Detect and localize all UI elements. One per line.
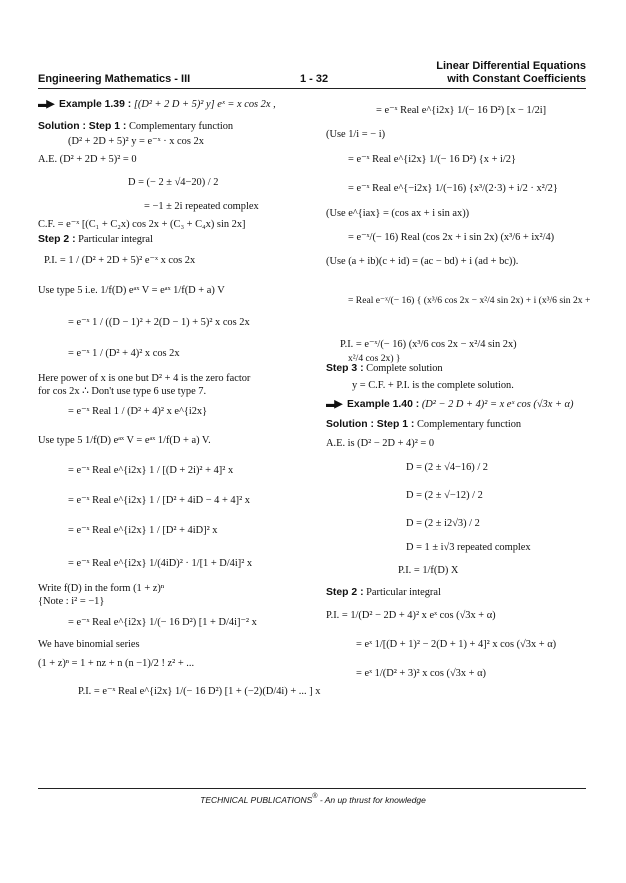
equation-line: = −1 ± 2i repeated complex (144, 201, 259, 212)
step-heading: Step 3 : Complete solution (326, 363, 443, 374)
chapter-title (436, 60, 586, 86)
arrow-icon: ▬▶ (326, 399, 341, 410)
chapter-title-line-1: Linear Differential Equations (436, 60, 586, 72)
equation-line: (Use 1/i = − i) (326, 129, 386, 140)
equation-line: = e⁻ˣ Real e^{i2x} 1/(4iD)² · 1/[1 + D/4i]² x (68, 558, 253, 569)
equation-line: P.I. = e⁻ˣ Real e^{i2x} 1/(− 16 D²) [1 + (−2)(D/4i) + ... ] x (78, 686, 321, 697)
footer (0, 795, 626, 805)
equation-line: = e⁻ˣ/(− 16) Real (cos 2x + i sin 2x) (x³/6 + ix²/4) (348, 232, 555, 243)
page-number: 1 - 32 (300, 73, 329, 85)
text-line: Here power of x is one but D² + 4 is the zero factor (38, 373, 251, 384)
equation-line: (Use e^{iax} = (cos ax + i sin ax)) (326, 208, 470, 219)
equation-line: = e⁻ˣ Real e^{i2x} 1 / [D² + 4iD]² x (68, 525, 218, 536)
step-heading: Step 2 : Particular integral (326, 587, 441, 598)
left-column (38, 98, 321, 707)
text-line: {Note : i² = −1} (38, 596, 105, 607)
text-line: Write f(D) in the form (1 + z)ⁿ (38, 583, 165, 594)
equation-line: P.I. = 1/f(D) X (398, 565, 459, 576)
publisher-name: TECHNICAL PUBLICATIONS (200, 795, 313, 805)
header-rule (38, 88, 586, 89)
text-line: We have binomial series (38, 639, 140, 650)
example-heading: ▬▶ Example 1.40 : (D² − 2 D + 4)² = x eˣ cos (√3x + α) (326, 394, 591, 416)
equation-line: (1 + z)ⁿ = 1 + nz + n (n −1)/2 ! z² + ... (38, 658, 195, 669)
equation-line: D = (2 ± i2√3) / 2 (406, 518, 480, 529)
equation-line: = eˣ 1/[(D + 1)² − 2(D + 1) + 4]² x cos (√3x + α) (356, 639, 557, 650)
equation-line: = e⁻ˣ Real e^{i2x} 1 / [(D + 2i)² + 4]² x (68, 465, 234, 476)
footer-rule (38, 788, 586, 789)
equation-line: D = 1 ± i√3 repeated complex (406, 542, 531, 553)
equation-line: = e⁻ˣ Real e^{i2x} 1/(− 16 D²) {x + i/2} (348, 154, 516, 165)
publisher-tagline: - An up thrust for knowledge (317, 795, 426, 805)
text-line: for cos 2x ∴ Don't use type 6 use type 7. (38, 386, 207, 397)
chapter-title-line-2: with Constant Coefficients (447, 73, 586, 85)
equation-line: A.E. is (D² − 2D + 4)² = 0 (326, 438, 435, 449)
equation-line: D = (− 2 ± √4−20) / 2 (128, 177, 219, 188)
equation-line: A.E. (D² + 2D + 5)² = 0 (38, 154, 137, 165)
equation-line: D = (2 ± √4−16) / 2 (406, 462, 488, 473)
equation-line: = e⁻ˣ Real 1 / (D² + 4)² x e^{i2x} (68, 406, 208, 417)
text-line: (Use (a + ib)(c + id) = (ac − bd) + i (ad + bc)). (326, 256, 519, 267)
step-heading: Step 2 : Particular integral (38, 234, 153, 245)
example-heading: ▬▶ Example 1.39 : [(D² + 2 D + 5)² y] eˣ = x cos 2x , (38, 99, 276, 110)
equation-line: C.F. = e⁻ˣ [(C₁ + C₂x) cos 2x + (C₃ + C₄x) sin 2x] (38, 219, 246, 230)
equation-line: D = (2 ± √−12) / 2 (406, 490, 483, 501)
equation-line: (D² + 2D + 5)² y = e⁻ˣ · x cos 2x (68, 136, 204, 147)
solution-step-heading: Solution : Step 1 : Complementary function (38, 121, 234, 132)
right-column (326, 98, 591, 688)
equation-line: P.I. = 1/(D² − 2D + 4)² x eˣ cos (√3x + α) (326, 610, 496, 621)
equation-line: = e⁻ˣ Real e^{i2x} 1/(− 16 D²) [1 + D/4i]⁻² x (68, 617, 257, 628)
equation-line: = e⁻ˣ 1 / (D² + 4)² x cos 2x (68, 348, 180, 359)
solution-step-heading: Solution : Step 1 : Complementary function (326, 419, 522, 430)
book-title: Engineering Mathematics - III (38, 73, 191, 85)
equation-line: P.I. = e⁻ˣ/(− 16) (x³/6 cos 2x − x²/4 sin 2x) (340, 339, 517, 350)
equation-line: = Real e⁻ˣ/(− 16) { (x³/6 cos 2x − x²/4 sin 2x) + i (x³/6 sin 2x + x²/4 cos 2x) } (348, 295, 591, 364)
equation-line: = e⁻ˣ Real e^{i2x} 1 / [D² + 4iD − 4 + 4]² x (68, 495, 250, 506)
equation-line: Use type 5 i.e. 1/f(D) eᵃˣ V = eᵃˣ 1/f(D + a) V (38, 285, 225, 296)
equation-line: P.I. = 1 / (D² + 2D + 5)² e⁻ˣ x cos 2x (44, 255, 196, 266)
equation-line: = e⁻ˣ Real e^{i2x} 1/(− 16 D²) [x − 1/2i] (376, 105, 547, 116)
arrow-icon: ▬▶ (38, 99, 53, 110)
equation-line: = e⁻ˣ 1 / ((D − 1)² + 2(D − 1) + 5)² x cos 2x (68, 317, 250, 328)
equation-line: y = C.F. + P.I. is the complete solution. (352, 380, 514, 391)
equation-line: = e⁻ˣ Real e^{−i2x} 1/(−16) {x³/(2·3) + i/2 · x²/2} (348, 183, 558, 194)
equation-line: = eˣ 1/(D² + 3)² x cos (√3x + α) (356, 668, 487, 679)
equation-line: Use type 5 1/f(D) eᵃˣ V = eᵃˣ 1/f(D + a) V. (38, 435, 211, 446)
registered-mark: ® (312, 793, 318, 800)
